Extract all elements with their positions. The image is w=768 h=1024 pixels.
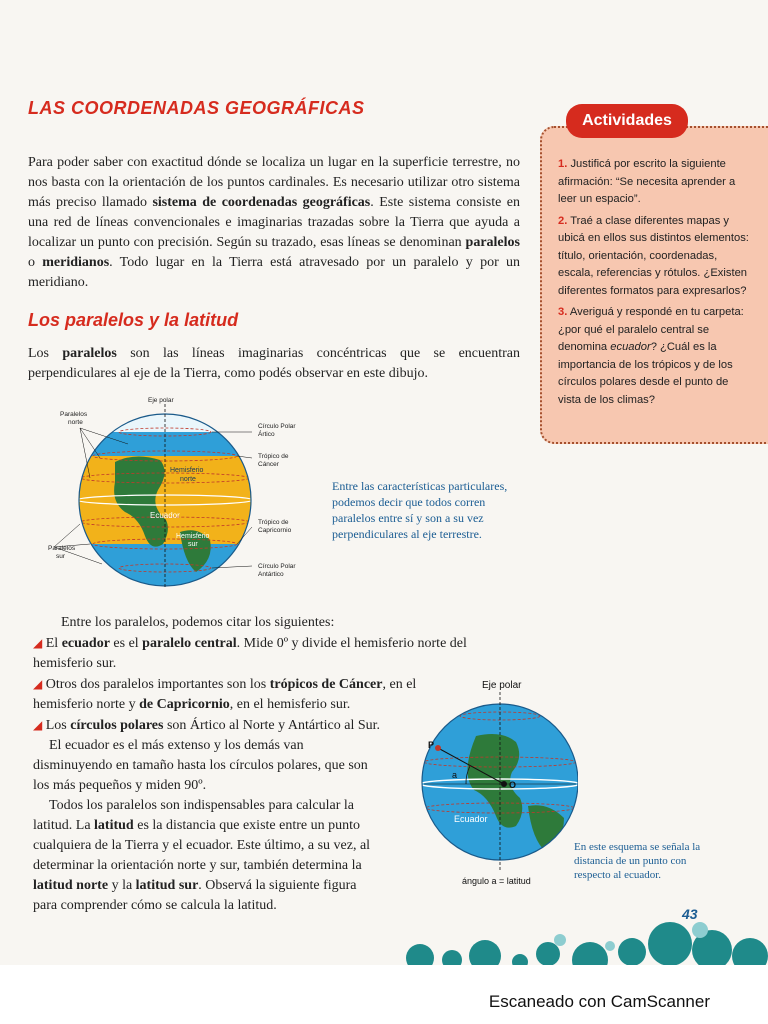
point-p [435,745,441,751]
label-tropico-cancer: Trópico de [258,453,289,460]
triangle-bullet-icon: ◢ [33,636,43,650]
latitude-globe-diagram [418,676,578,892]
activity-number: 3. [558,306,568,318]
activity-italic-term: ecuador [610,341,651,353]
list-text: El [42,636,62,651]
list-bold: paralelo central [142,636,237,651]
triangle-bullet-icon: ◢ [33,718,43,732]
label-hemisferio-sur: sur [188,541,198,548]
label-paralelos-sur: sur [56,553,66,560]
list-text: , en el hemisferio sur. [229,697,351,712]
label-circulo-polar-artico: Ártico [258,431,275,438]
label-hemisferio-norte: Hemisferio [170,467,204,474]
list-text: . Mide 0º y divide el hemisferio norte del hemisferio sur. [33,636,467,671]
list-text: . Observá la siguiente figura para comprender cómo se calcula la latitud. [33,878,357,913]
label-hemisferio-sur: Hemisferio [176,533,210,540]
activity-text: Averiguá y respondé en tu carpeta: ¿por qué el paralelo central se denomina [558,306,744,353]
scanner-watermark: Escaneado con CamScanner [488,992,710,1011]
intro-text: . Todo lugar en la Tierra está atravesado por un paralelo y por un meridiano. [28,255,520,290]
label-ecuador: Ecuador [454,814,488,824]
activity-text: ? ¿Cuál es la importancia de los trópicos y de los círculos polares desde el punto de vista de los climas? [558,341,733,406]
para2-bold-term: paralelos [62,346,117,361]
list-text: Los [42,718,71,733]
intro-bold-term: meridianos [42,255,110,270]
intro-paragraph [28,153,520,293]
label-tropico-cancer: Cáncer [258,461,279,468]
list-text: es el [109,636,143,651]
label-ecuador: Ecuador [150,511,180,520]
label-paralelos-norte: Paralelos [60,411,88,418]
label-eje-polar: Eje polar [148,397,174,404]
intro-text: o [28,255,43,270]
latitude-caption: En este esquema se señala la distancia de un punto con respecto al ecuador. [574,841,701,881]
label-tropico-capricornio: Trópico de [258,519,289,526]
list-intro: Entre los paralelos, podemos citar los siguientes: [61,615,335,630]
page-number: 43 [682,906,698,922]
activity-number: 2. [558,214,568,227]
label-point-p: P [428,740,435,750]
label-eje-polar: Eje polar [482,680,522,691]
label-paralelos-norte: norte [68,419,83,426]
label-angle-a: a [452,770,458,780]
list-text: Todos los paralelos son indispensables para calcular la latitud. La [33,798,354,833]
list-bold: latitud norte [33,878,109,893]
arctic-cap [70,412,270,432]
ecuador-paragraph: El ecuador es el más extenso y los demás van disminuyendo en tamaño hasta los círculos polares, que son los más pequeños y miden 90º. [33,738,368,793]
para2-text: son las líneas imaginarias concéntricas que se encuentran perpendiculares al eje de la Tierra, como podés observar en este dibujo. [28,346,520,381]
label-hemisferio-norte: norte [180,476,196,483]
activity-item [558,304,754,409]
list-bold: de Capricornio [139,697,230,712]
label-point-o: O [509,780,517,790]
section-subtitle: Los paralelos y la latitud [28,310,239,330]
label-circulo-polar-artico: Círculo Polar [258,423,296,430]
label-tropico-capricornio: Capricornio [258,527,292,534]
point-o [501,781,507,787]
intro-bold-term: paralelos [465,235,520,250]
intro-bold-term: sistema de coordenadas geográficas [152,195,371,210]
list-bold: latitud sur [135,878,199,893]
intro-text: Para poder saber con exactitud dónde se localiza un lugar en la superficie terrestre, no nos basta con la orientación de los puntos cardinales. Es necesario utilizar otro sistema más preciso llamado [28,155,520,210]
para2-text: Los [28,346,63,361]
list-bold: ecuador [61,636,110,651]
decorative-circles [0,900,768,966]
parallels-globe-diagram [30,392,320,592]
activity-number: 1. [558,158,568,170]
page-title: LAS COORDENADAS GEOGRÁFICAS [28,98,365,118]
activity-text: Justificá por escrito la siguiente afirmación: “Se necesita aprender a leer un espacio”. [558,158,736,205]
list-text: y la [108,878,136,893]
activities-list [558,156,754,413]
triangle-bullet-icon: ◢ [33,677,43,691]
label-paralelos-sur: Paralelos [48,545,76,552]
list-item-ecuador [33,633,523,674]
label-circulo-polar-antartico: Antártico [258,571,284,578]
list-bold: trópicos de Cáncer [269,677,383,692]
label-angulo-latitud: ángulo a = latitud [462,876,531,886]
list-item-circulos [33,715,383,736]
activity-item [558,156,754,209]
paralelos-paragraph [28,344,520,384]
list-text: son Ártico al Norte y Antártico al Sur. [163,718,381,733]
list-text: , en el hemisferio norte y [33,677,417,712]
intro-text: . Este sistema consiste en una red de líneas convencionales e imaginarias trazadas sobre la Tierra que ayuda a localizar un punto con precisión. Según su trazado, esas líneas se denominan [28,195,520,250]
activity-item [558,213,754,301]
globe-caption: Entre las características particulares, podemos decir que todos corren paralelos entre sí y son a su vez perpendiculares al eje terrestre. [332,479,508,541]
list-bold: círculos polares [70,718,164,733]
list-text: Otros dos paralelos importantes son los [42,677,270,692]
label-circulo-polar-antartico: Círculo Polar [258,563,296,570]
activities-tab: Actividades [566,104,688,138]
list-text: es la distancia que existe entre un punto cualquiera de la Tierra y el ecuador. Este último, a su vez, al determinar la orientación norte y sur, también determina la [33,818,371,873]
activity-text: Traé a clase diferentes mapas y ubicá en ellos sus distintos elementos: título, orientación, coordenadas, escala, referencias y rótulos. ¿Existen diferentes formatos para expresarlos? [558,214,749,297]
latitud-paragraph [33,796,383,916]
list-item-tropicos [33,674,453,715]
list-bold: latitud [94,818,134,833]
